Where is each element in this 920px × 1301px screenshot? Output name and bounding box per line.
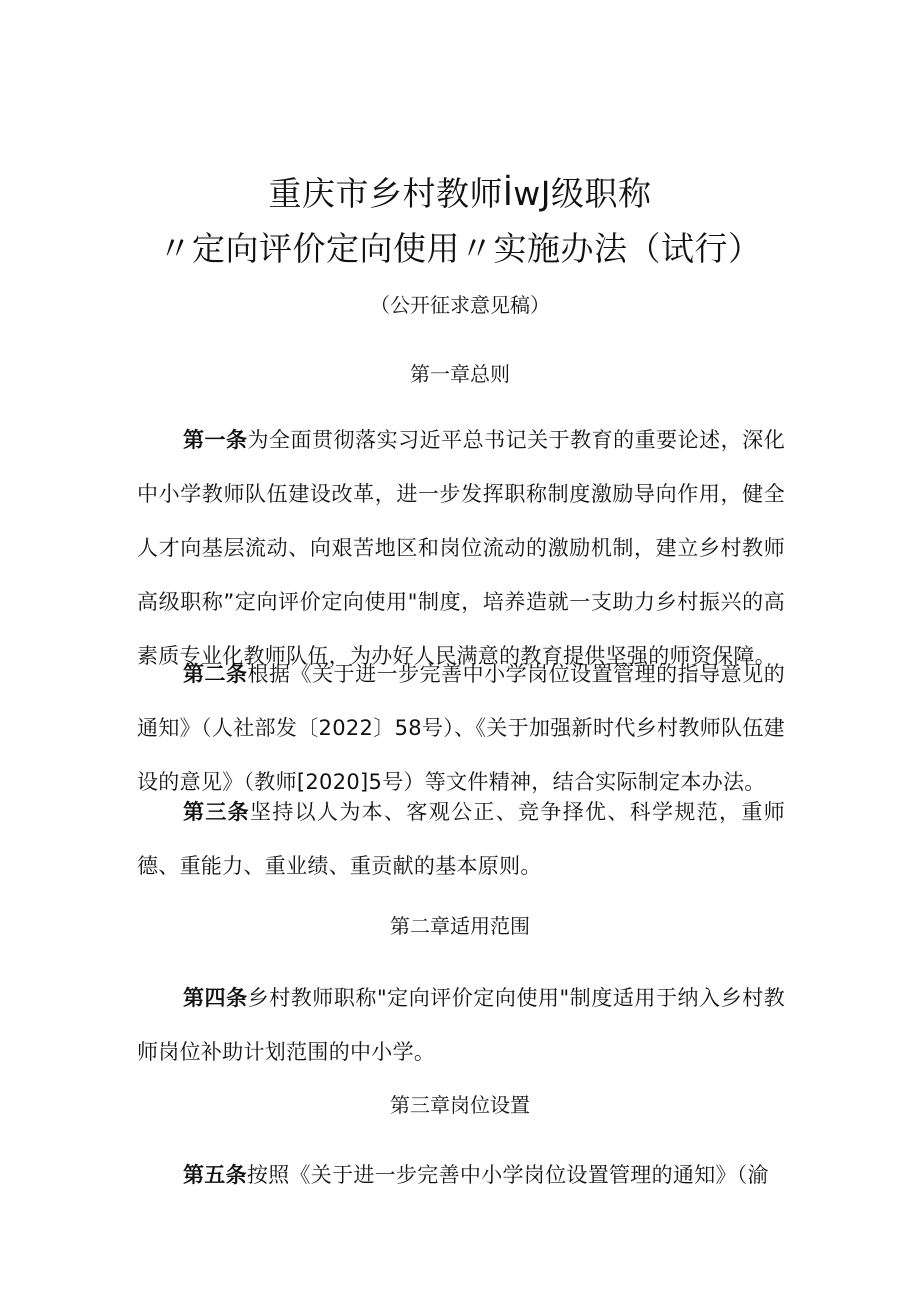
article-3: [137, 785, 785, 893]
article-1-text: 为全面贯彻落实习近平总书记关于教育的重要论述，深化中小学教师队伍建设改革，进一步发挥职称制度激励导向作用，健全人才向基层流动、向艰苦地区和岗位流动的激励机制，建立乡村教师高级职称”定向评价定向使用"制度，培养造就一支助力乡村振兴的高素质专业化教师队伍，为办好人民满意的教育提供坚强的师资保障。: [137, 428, 786, 668]
article-4: [137, 971, 785, 1079]
document-title-line-2: 〃定向评价定向使用〃实施办法（试行）: [158, 229, 762, 268]
article-4-text: 乡村教师职称"定向评价定向使用"制度适用于纳入乡村教师岗位补助计划范围的中小学。: [137, 986, 785, 1064]
article-5: [137, 1148, 785, 1202]
article-3-text: 坚持以人为本、客观公正、竞争择优、科学规范，重师德、重能力、重业绩、重贡献的基本原则。: [137, 800, 786, 878]
article-2-text: 根据《关于进一步完善中小学岗位设置管理的指导意见的通知》（人社部发〔2022〕58号）、《关于加强新时代乡村教师队伍建设的意见》（教师[2020]5号）等文件精神，结合实际制定本办法。: [137, 662, 786, 794]
chapter-heading-1: 第一章总则: [410, 362, 510, 386]
article-5-text: 按照《关于进一步完善中小学岗位设置管理的通知》（渝: [246, 1163, 769, 1187]
document-title-line-1: 重庆市乡村教师İwJ级职称: [268, 174, 652, 213]
article-3-lead: 第三条: [183, 800, 251, 824]
article-2-lead: 第二条: [183, 662, 248, 686]
article-4-lead: 第四条: [183, 986, 248, 1010]
article-5-lead: 第五条: [183, 1163, 247, 1187]
article-1: [137, 413, 785, 683]
chapter-heading-2: 第二章适用范围: [390, 914, 530, 938]
chapter-heading-3: 第三章岗位设置: [390, 1093, 530, 1117]
document-subtitle: （公开征求意见稿）: [370, 293, 550, 317]
article-1-lead: 第一条: [183, 428, 248, 452]
